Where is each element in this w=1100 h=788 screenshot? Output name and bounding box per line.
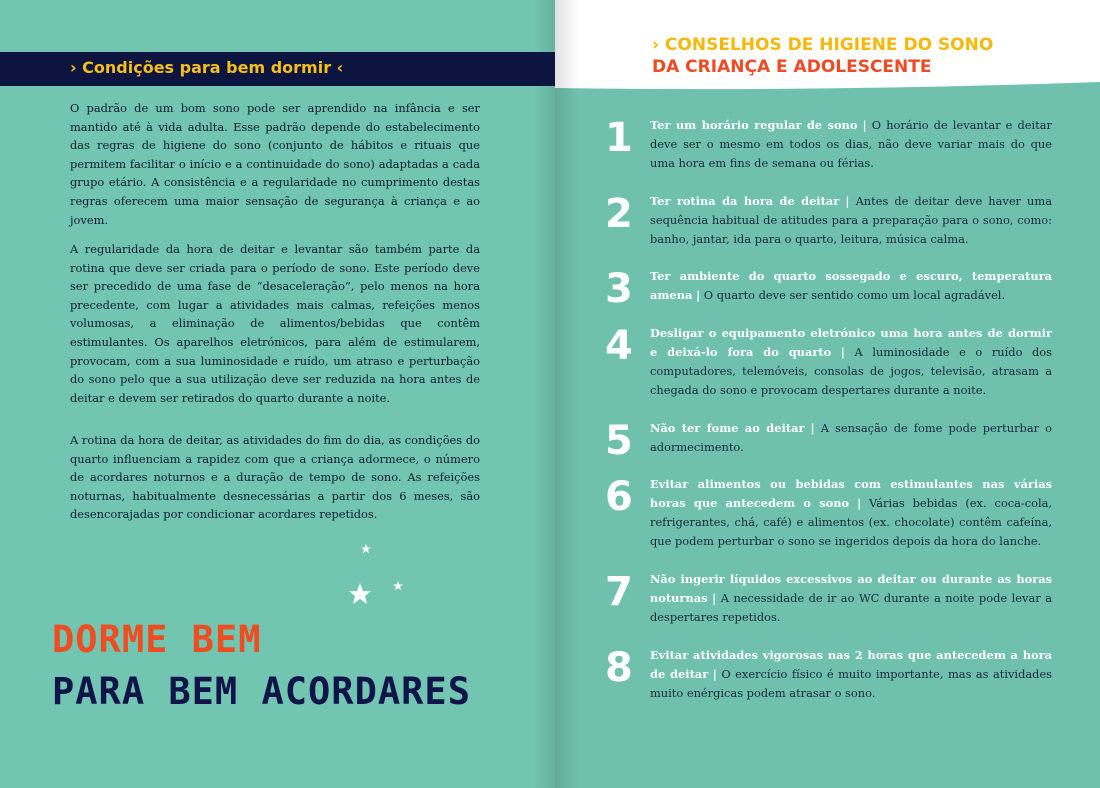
tip-heading: Ter rotina da hora de deitar — [650, 194, 840, 208]
tip-number: 6 — [605, 474, 633, 520]
tip-body: Várias bebidas (ex. coca-cola, refrigerantes, chá, café) e alimentos (ex. chocolate) contêm cafeína, que podem perturbar o sono se ingeridos depois da hora do lanche. — [650, 496, 1053, 548]
tip-separator: | — [810, 421, 815, 435]
body-paragraph: A rotina da hora de deitar, as atividades do fim do dia, as condições do quarto influenciam a rapidez com que a criança adormece, o número de acordares noturnos e a duração de tempo de sono. As refeições noturnas, habitualmente desnecessárias a partir dos 6 meses, são desencorajadas por condicionar acordares repetidos. — [70, 433, 480, 522]
tip-separator: | — [840, 345, 845, 359]
tip-separator: | — [862, 118, 867, 132]
tip-text — [650, 324, 1052, 400]
tip-heading: Não ingerir líquidos excessivos ao deitar ou durante as horas noturnas — [650, 572, 1052, 605]
tip-number: 4 — [605, 323, 633, 369]
right-page — [555, 0, 1100, 788]
star-icon — [393, 581, 403, 590]
tip-separator: | — [857, 496, 862, 510]
tip-separator: | — [712, 591, 717, 605]
tips-title-line-1: › CONSELHOS DE HIGIENE DO SONO — [652, 35, 994, 55]
tip-body: A sensação de fome pode perturbar o adormecimento. — [650, 421, 1052, 454]
headline-line-1: DORME BEM — [52, 618, 262, 661]
tip-text — [650, 475, 1052, 551]
headline-line-2: PARA BEM ACORDARES — [52, 670, 471, 713]
tip-number: 5 — [605, 418, 633, 464]
tip-number: 7 — [605, 569, 633, 615]
tip-separator: | — [845, 194, 850, 208]
page-fold-shadow — [533, 0, 555, 788]
tip-heading: Não ter fome ao deitar — [650, 421, 805, 435]
tip-text — [650, 646, 1052, 703]
page-gutter-shadow — [555, 0, 579, 788]
tip-heading: Ter um horário regular de sono — [650, 118, 858, 132]
tips-title-line-2: DA CRIANÇA E ADOLESCENTE — [652, 57, 932, 77]
tip-text — [650, 267, 1052, 305]
tip-body: O quarto deve ser sentido como um local agradável. — [703, 288, 1006, 302]
section-title: › Condições para bem dormir ‹ — [70, 58, 344, 77]
tip-body: A luminosidade e o ruído dos computadores, telemóveis, consolas de jogos, televisão, atrasam a chegada do sono e provocam despertares durante a noite. — [650, 345, 1053, 397]
tip-body: O exercício físico é muito importante, mas as atividades muito enérgicas podem atrasar o sono. — [650, 667, 1053, 700]
tip-separator: | — [695, 288, 701, 302]
star-icon — [361, 544, 371, 553]
tip-text — [650, 419, 1052, 457]
star-icon — [349, 583, 371, 604]
tip-number: 3 — [605, 266, 633, 312]
tip-heading: Ter ambiente do quarto sossegado e escuro, temperatura amena — [650, 269, 1052, 302]
tip-heading: Evitar alimentos ou bebidas com estimulantes nas várias horas que antecedem o sono — [650, 477, 1052, 510]
tip-text — [650, 192, 1052, 249]
tip-separator: | — [712, 667, 717, 681]
tip-body: Antes de deitar deve haver uma sequência habitual de atitudes para a preparação para o sono, como: banho, jantar, ida para o quarto, leitura, música calma. — [650, 194, 1052, 246]
tip-number: 2 — [605, 191, 633, 237]
tip-heading: Desligar o equipamento eletrónico uma hora antes de dormir e deixá-lo fora do quarto — [650, 326, 1052, 359]
moon-stars-illustration — [270, 540, 420, 650]
tip-number: 8 — [605, 645, 633, 691]
tip-text — [650, 570, 1052, 627]
tip-text — [650, 116, 1052, 173]
tip-heading: Evitar atividades vigorosas nas 2 horas que antecedem a hora de deitar — [650, 648, 1052, 681]
tip-body: O horário de levantar e deitar deve ser o mesmo em todos os dias, não deve variar mais do que uma hora em fins de semana ou férias. — [650, 118, 1052, 170]
body-paragraph: O padrão de um bom sono pode ser aprendido na infância e ser mantido até à vida adulta. Esse padrão depende do estabelecimento das regras de higiene do sono (conjunto de hábitos e rituais que permitem facilitar o início e a continuidade do sono) adaptadas a cada grupo etário. A consistência e a regularidade no cumprimento destas regras oferecem uma maior sensação de segurança à criança e ao jovem. — [70, 101, 480, 227]
tip-number: 1 — [605, 115, 633, 161]
tip-body: A necessidade de ir ao WC durante a noite pode levar a despertares repetidos. — [650, 591, 1053, 624]
crescent-moon-icon — [295, 568, 352, 644]
body-paragraph: A regularidade da hora de deitar e levantar são também parte da rotina que deve ser criada para o período de sono. Este período deve ser precedido de uma fase de “desaceleração”, pelo menos na hora precedente, com lugar a atividades mais calmas, refeições menos volumosas, a eliminação de alimentos/bebidas que contêm estimulantes. Os aparelhos eletrónicos, para além de estimularem, provocam, com a sua luminosidade e ruído, um atraso e perturbação do sono pelo que a sua utilização deve ser reduzida na hora antes de deitar e devem ser retirados do quarto durante a noite. — [70, 242, 480, 405]
